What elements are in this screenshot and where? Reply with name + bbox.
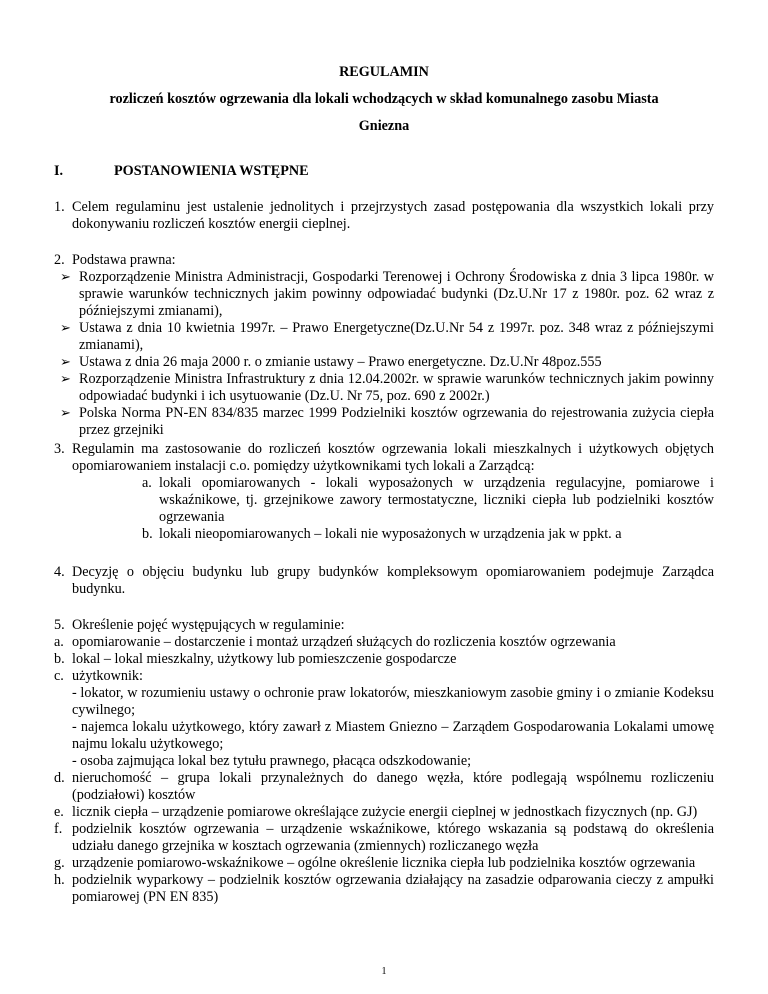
list-item: h. podzielnik wyparkowy – podzielnik kosztów ogrzewania działający na zasadzie odparowania cieczy z ampułki pomiarowej (PN EN 835) — [54, 872, 714, 905]
sub-definition: - osoba zajmująca lokal bez tytułu prawnego, płacąca odszkodowanie; — [72, 753, 472, 769]
paragraph-number: 2. — [54, 252, 65, 268]
paragraph-5 — [54, 617, 714, 906]
paragraph-number: 5. — [54, 617, 65, 633]
legal-basis-item: ➢ Ustawa z dnia 26 maja 2000 r. o zmianie ustawy – Prawo energetyczne. Dz.U.Nr 48poz.555 — [60, 354, 602, 370]
section-title: POSTANOWIENIA WSTĘPNE — [114, 163, 309, 179]
list-item: b. lokali nieopomiarowanych – lokali nie wyposażonych w urządzenia jak w ppkt. a — [142, 526, 622, 542]
paragraph-3 — [54, 441, 714, 543]
sub-definition: - najemca lokalu użytkowego, który zawarł z Miastem Gniezno – Zarządem Gospodarowania Lokalami umowę najmu lokalu użytkowego; — [72, 719, 714, 752]
list-item: b. lokal – lokal mieszkalny, użytkowy lub pomieszczenie gospodarcze — [54, 651, 457, 667]
arrow-bullet-icon: ➢ — [60, 355, 71, 370]
paragraph-number: 4. — [54, 564, 65, 580]
paragraph-intro: Określenie pojęć występujących w regulaminie: — [72, 617, 345, 633]
paragraph-intro: Podstawa prawna: — [72, 252, 176, 268]
document-subtitle-line2: Gniezna — [358, 118, 410, 134]
legal-basis-item: ➢ Ustawa z dnia 10 kwietnia 1997r. – Prawo Energetyczne(Dz.U.Nr 54 z 1997r. poz. 348 wraz z późniejszymi zmianami), — [60, 320, 714, 353]
sub-definition: - lokator, w rozumieniu ustawy o ochronie praw lokatorów, mieszkaniowym zasobie gminy i o zmianie Kodeksu cywilnego; — [72, 685, 714, 718]
list-item: a. opomiarowanie – dostarczenie i montaż urządzeń służących do rozliczenia kosztów ogrzewania — [54, 634, 616, 650]
list-item: c. użytkownik: - lokator, w rozumieniu ustawy o ochronie praw lokatorów, mieszkaniowym zasobie gminy i o zmianie Kodeksu cywilnego; - najemca lokalu użytkowego, który zawarł z Miastem Gniezno – Zarządem Gospodarowania Lokalami umowę najmu lokalu użytkowego; - osoba zajmująca lokal bez tytułu prawnego, płacąca odszkodowanie; — [54, 668, 714, 769]
document-subtitle-line1: rozliczeń kosztów ogrzewania dla lokali wchodzących w skład komunalnego zasobu Miasta — [109, 91, 659, 107]
legal-basis-item: ➢ Rozporządzenie Ministra Administracji, Gospodarki Terenowej i Ochrony Środowiska z dnia 3 lipca 1980r. w sprawie warunków technicznych jakim powinny odpowiadać budynki (Dz.U.Nr 17 z 1980r. poz. 62 wraz z późniejszymi zmianami), — [60, 269, 714, 319]
paragraph-text: Regulamin ma zastosowanie do rozliczeń kosztów ogrzewania lokali mieszkalnych i użytkowych objętych opomiarowaniem instalacji c.o. pomiędzy użytkownikami tych lokali a Zarządcą: — [72, 441, 714, 474]
list-item: g. urządzenie pomiarowo-wskaźnikowe – ogólne określenie licznika ciepła lub podzielnika kosztów ogrzewania — [54, 855, 696, 871]
legal-basis-item: ➢ Polska Norma PN-EN 834/835 marzec 1999 Podzielniki kosztów ogrzewania do rejestrowania zużycia ciepła przez grzejniki — [60, 405, 714, 438]
paragraph-text: Decyzję o objęciu budynku lub grupy budynków kompleksowym opomiarowaniem podejmuje Zarządca budynku. — [72, 564, 714, 597]
paragraph-1 — [54, 199, 714, 233]
document-title: REGULAMIN — [339, 64, 429, 80]
list-item: a. lokali opomiarowanych - lokali wyposażonych w urządzenia regulacyjne, pomiarowe i wskaźnikowe, tj. grzejnikowe zawory termostatyczne, liczniki ciepła lub podzielniki kosztów ogrzewania — [142, 475, 714, 525]
list-item: f. podzielnik kosztów ogrzewania – urządzenie wskaźnikowe, którego wskazania są podstawą do określenia udziału danego grzejnika w kosztach ogrzewania (zmiennych) rozliczanego węzła — [54, 821, 714, 854]
page-number: 1 — [381, 966, 387, 977]
arrow-bullet-icon: ➢ — [60, 321, 71, 336]
paragraph-number: 3. — [54, 441, 65, 457]
arrow-bullet-icon: ➢ — [60, 270, 71, 285]
paragraph-2 — [54, 252, 714, 439]
list-item: e. licznik ciepła – urządzenie pomiarowe określające zużycie energii cieplnej w jednostkach fizycznych (np. GJ) — [54, 804, 698, 820]
arrow-bullet-icon: ➢ — [60, 372, 71, 387]
arrow-bullet-icon: ➢ — [60, 406, 71, 421]
paragraph-4 — [54, 564, 714, 598]
legal-basis-item: ➢ Rozporządzenie Ministra Infrastruktury z dnia 12.04.2002r. w sprawie warunków technicznych jakim powinny odpowiadać budynki i ich usytuowanie (Dz.U. Nr 75, poz. 690 z 2002r.) — [60, 371, 714, 404]
paragraph-number: 1. — [54, 199, 65, 215]
list-item: d. nieruchomość – grupa lokali przynależnych do danego węzła, które podlegają wspólnemu rozliczeniu (podziałowi) kosztów — [54, 770, 714, 803]
section-number: I. — [54, 163, 64, 179]
paragraph-text: Celem regulaminu jest ustalenie jednolitych i przejrzystych zasad postępowania dla wszystkich lokali przy dokonywaniu rozliczeń kosztów energii cieplnej. — [72, 199, 714, 232]
